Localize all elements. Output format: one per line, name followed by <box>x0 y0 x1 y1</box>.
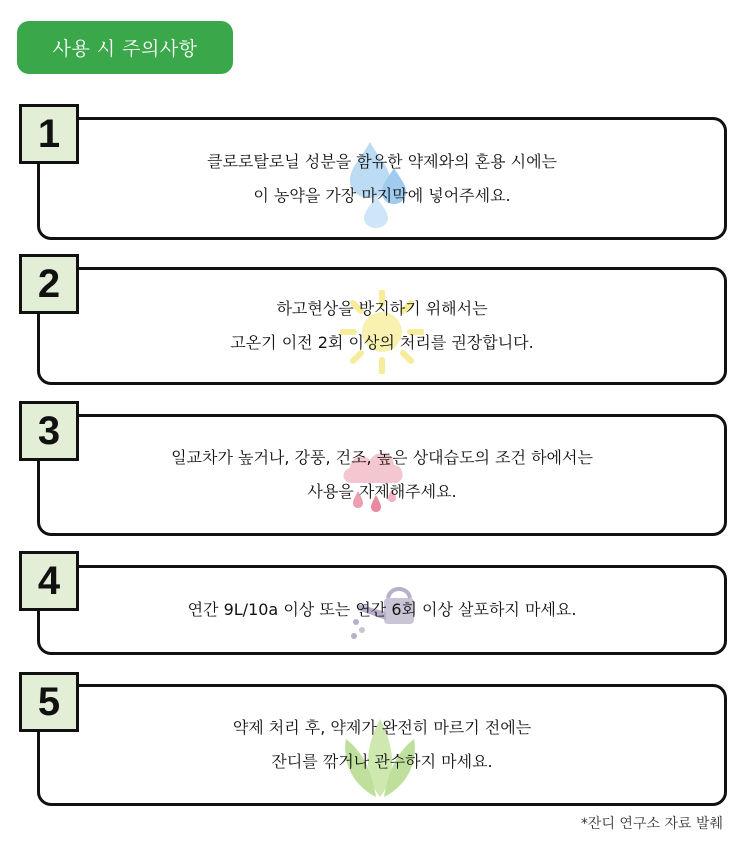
notice-3-line-1: 일교차가 높거나, 강풍, 건조, 높은 상대습도의 조건 하에서는 <box>171 448 593 467</box>
notice-2-line-2: 고온기 이전 2회 이상의 처리를 권장합니다. <box>230 333 534 352</box>
step-number-3: 3 <box>19 401 79 461</box>
notice-card-4 <box>37 565 727 655</box>
step-number-4: 4 <box>19 551 79 611</box>
step-number-1: 1 <box>19 104 79 164</box>
notice-3-line-2: 사용을 자제해주세요. <box>307 482 457 501</box>
notice-1-line-1: 클로로탈로닐 성분을 함유한 약제와의 혼용 시에는 <box>206 151 557 171</box>
notice-card-1 <box>37 117 727 240</box>
notice-1-line-2: 이 농약을 가장 마지막에 넣어주세요. <box>253 185 511 205</box>
source-note: *잔디 연구소 자료 발췌 <box>580 816 723 832</box>
notice-card-3 <box>37 414 727 536</box>
notice-5-line-1: 약제 처리 후, 약제가 완전히 마르기 전에는 <box>232 718 532 737</box>
step-number-5: 5 <box>19 672 79 732</box>
notice-2-line-1: 하고현상을 방지하기 위해서는 <box>276 299 488 318</box>
notice-4-line-1: 연간 9L/10a 이상 또는 연간 6회 이상 살포하지 마세요. <box>187 600 577 619</box>
notice-5-line-2: 잔디를 깎거나 관수하지 마세요. <box>271 752 493 771</box>
notice-card-2 <box>37 267 727 385</box>
step-number-2: 2 <box>19 254 79 314</box>
notice-card-5 <box>37 684 727 806</box>
section-title: 사용 시 주의사항 <box>17 21 233 74</box>
